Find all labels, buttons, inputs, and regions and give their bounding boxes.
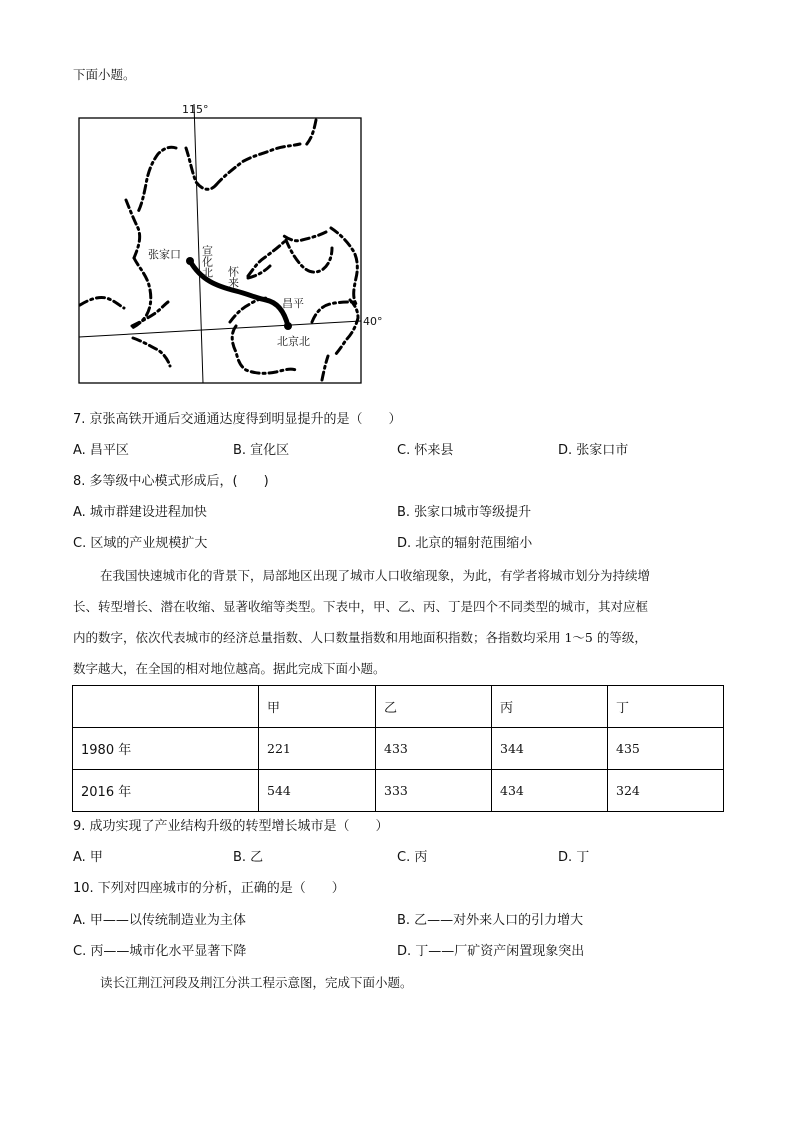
city-index-table — [72, 685, 724, 812]
passage-line-4: 数字越大，在全国的相对地位越高。据此完成下面小题。 — [73, 661, 386, 676]
table-header-row — [73, 686, 724, 728]
meridian-115-line — [194, 104, 203, 383]
table-row — [73, 770, 724, 812]
table-cell: 435 — [608, 728, 724, 770]
q10-option-a[interactable]: A. 甲——以传统制造业为主体 — [73, 913, 246, 928]
huailai-label: 怀来 — [226, 266, 240, 288]
table-row — [73, 728, 724, 770]
table-cell: 344 — [492, 728, 608, 770]
table-header-cell: 甲 — [259, 686, 376, 728]
q9-stem: 9. 成功实现了产业结构升级的转型增长城市是（ ） — [73, 819, 389, 834]
passage-line-1: 在我国快速城市化的背景下，局部地区出现了城市人口收缩现象，为此，有学者将城市划分为持续增 — [100, 568, 651, 583]
table-header-cell: 丙 — [492, 686, 608, 728]
q7-option-d[interactable]: D. 张家口市 — [558, 443, 629, 458]
xuanhua-label: 宣化北 — [200, 245, 214, 278]
q9-option-d[interactable]: D. 丁 — [558, 850, 590, 865]
railway-map — [76, 100, 383, 386]
table-cell: 433 — [376, 728, 492, 770]
boundary-lines — [80, 120, 358, 380]
beijingbei-label: 北京北 — [277, 335, 310, 348]
table-cell: 324 — [608, 770, 724, 812]
q9-option-c[interactable]: C. 丙 — [397, 850, 428, 865]
q7-option-b[interactable]: B. 宣化区 — [233, 443, 290, 458]
q10-option-b[interactable]: B. 乙——对外来人口的引力增大 — [397, 913, 584, 928]
table-cell: 434 — [492, 770, 608, 812]
lat-40-label: 40° — [363, 315, 383, 328]
zhangjiakou-label: 张家口 — [148, 248, 181, 261]
q10-option-d[interactable]: D. 丁——厂矿资产闲置现象突出 — [397, 944, 585, 959]
q7-stem: 7. 京张高铁开通后交通通达度得到明显提升的是（ ） — [73, 412, 402, 427]
parallel-40-line — [79, 321, 361, 337]
q8-option-d[interactable]: D. 北京的辐射范围缩小 — [397, 536, 533, 551]
q8-option-b[interactable]: B. 张家口城市等级提升 — [397, 505, 532, 520]
table-header-cell: 乙 — [376, 686, 492, 728]
q9-option-b[interactable]: B. 乙 — [233, 850, 264, 865]
passage-line-3: 内的数字，依次代表城市的经济总量指数、人口数量指数和用地面积指数；各指数均采用 1～5 的等级， — [73, 630, 647, 645]
table-cell: 544 — [259, 770, 376, 812]
intro-text: 下面小题。 — [73, 67, 136, 82]
q9-option-a[interactable]: A. 甲 — [73, 850, 103, 865]
passage-line-2: 长、转型增长、潜在收缩、显著收缩等类型。下表中，甲、乙、丙、丁是四个不同类型的城市，其对应框 — [73, 599, 649, 614]
table-cell: 333 — [376, 770, 492, 812]
q8-stem: 8. 多等级中心模式形成后，( ) — [73, 474, 269, 489]
q7-option-a[interactable]: A. 昌平区 — [73, 443, 129, 458]
map-frame — [79, 118, 361, 383]
q8-option-a[interactable]: A. 城市群建设进程加快 — [73, 505, 207, 520]
q7-option-c[interactable]: C. 怀来县 — [397, 443, 454, 458]
table-cell: 1980 年 — [73, 728, 259, 770]
zhangjiakou-station-dot — [186, 257, 194, 265]
table-header-cell: 丁 — [608, 686, 724, 728]
beijingbei-station-dot — [284, 322, 292, 330]
changping-label: 昌平 — [282, 297, 304, 310]
q10-option-c[interactable]: C. 丙——城市化水平显著下降 — [73, 944, 247, 959]
table-header-cell — [73, 686, 259, 728]
table-cell: 2016 年 — [73, 770, 259, 812]
passage-3-text: 读长江荆江河段及荆江分洪工程示意图，完成下面小题。 — [100, 975, 413, 990]
lon-115-label: 115° — [182, 103, 209, 116]
table-cell: 221 — [259, 728, 376, 770]
q10-stem: 10. 下列对四座城市的分析，正确的是（ ） — [73, 881, 345, 896]
q8-option-c[interactable]: C. 区域的产业规模扩大 — [73, 536, 208, 551]
